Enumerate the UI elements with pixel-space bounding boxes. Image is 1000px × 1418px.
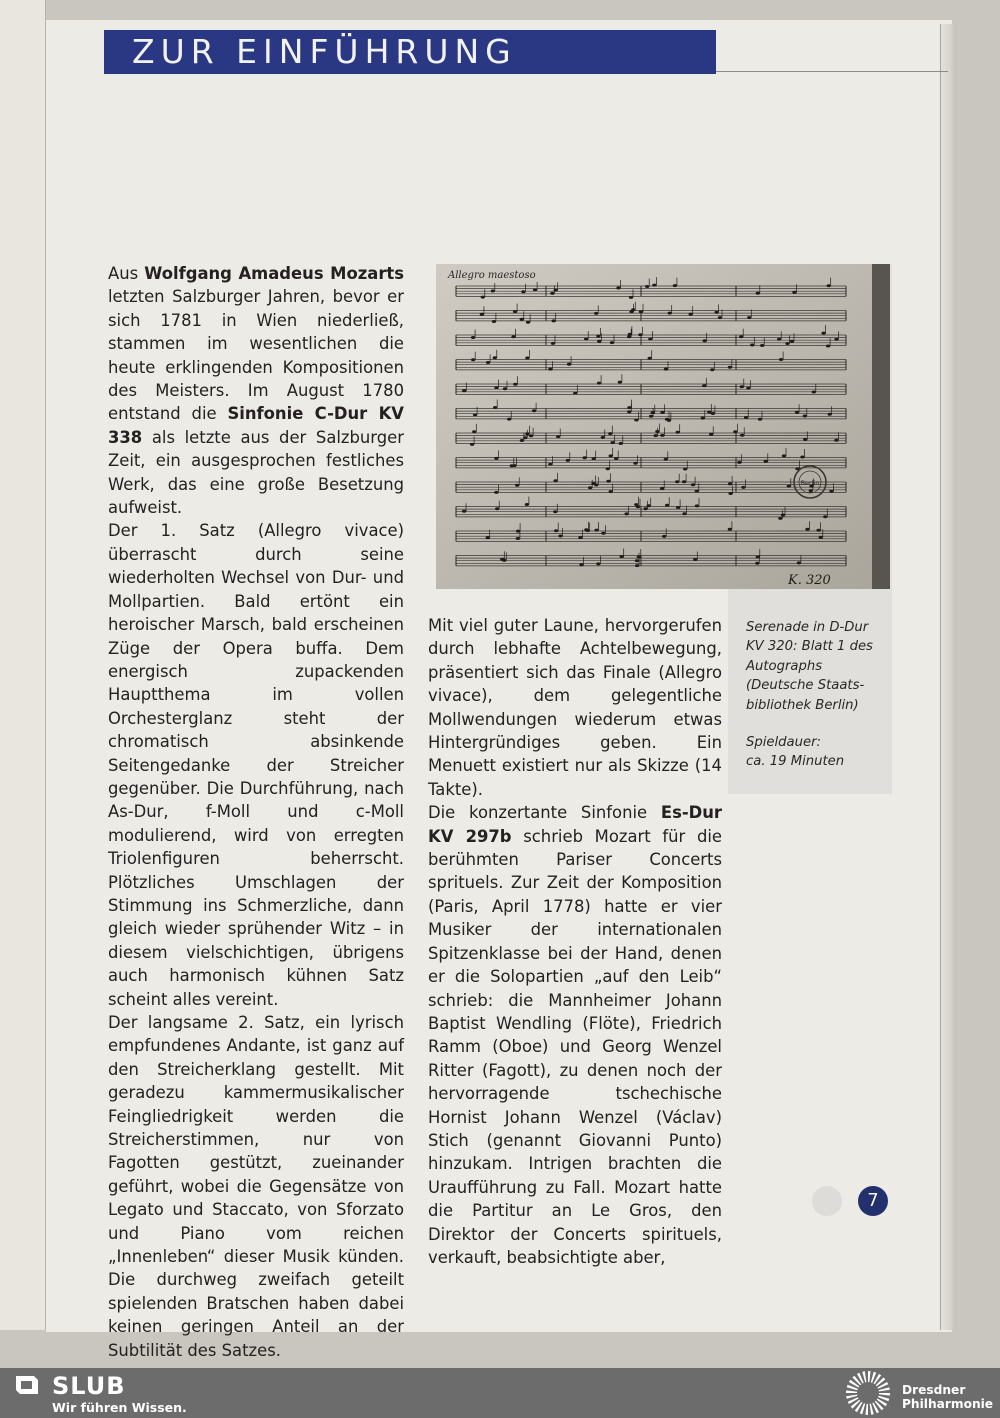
manuscript-binding: [872, 264, 890, 589]
bold-term: Sinfonie C-Dur KV 338: [108, 404, 404, 447]
library-stamp: [794, 466, 826, 498]
page-stack-edge: [940, 24, 956, 1330]
partner-name: [902, 1383, 993, 1411]
caption-line: Autographs: [746, 658, 823, 674]
manuscript-image: [436, 264, 890, 589]
stamp-text: Berlin: [800, 479, 820, 487]
paragraph: Der langsame 2. Satz, ein lyrisch empfundenes Andante, ist ganz auf den Streicherklang gestellt. Mit geradezu kammermusikalischer Feingliedrigkeit werden die Streicherstimmen, nur von Fagotten gestützt, zueinander geführt, wobei die Gegensätze von Legato und Staccato, von Sforzato und Piano vom reichen „Innenleben“ dieser Musik künden. Die durchweg zweifach geteilt spielenden Bratschen haben dabei keinen geringen Anteil an der Subtilität des Satzes.: [108, 1013, 404, 1360]
caption-line: Spieldauer:: [746, 735, 821, 751]
caption-line: ca. 19 Minuten: [746, 754, 845, 770]
slub-logo-icon: [14, 1374, 40, 1396]
partner-name-line1: Dresdner: [902, 1383, 966, 1397]
figure-caption: [746, 618, 886, 772]
library-name: SLUB: [52, 1372, 126, 1400]
manuscript-score: [436, 264, 890, 589]
previous-page-edge: [0, 0, 46, 1330]
page-number: 7: [858, 1186, 888, 1216]
article-column-middle: [428, 614, 722, 1269]
partner-name-line2: Philharmonie: [902, 1397, 994, 1411]
page-number-ghost: [812, 1186, 842, 1216]
article-column-left: [108, 262, 404, 1362]
paragraph: Die konzertante Sinfonie Es-Dur KV 297b schrieb Mozart für die berühmten Pariser Concerts sprituels. Zur Zeit der Komposition (Paris, April 1778) hatte er vier Musiker der internationalen Spitzenklasse bei der Hand, denen er die Solopartien „auf den Leib“ schrieb: die Mannheimer Johann Baptist Wendling (Flöte), Friedrich Ramm (Oboe) und Georg Wenzel Ritter (Fagott), zu denen noch der hervorragende tschechische Hornist Johann Wenzel (Václav) Stich (genannt Giovanni Punto) hinzukam. Intrigen brachten die Uraufführung zu Fall. Mozart hatte die Partitur an Le Gros, den Direktor der Concerts spirituels, verkauft, beabsichtigte aber,: [428, 803, 723, 1267]
manuscript-heading: Allegro maestoso: [448, 270, 536, 281]
paragraph: Aus Wolfgang Amadeus Mozarts letzten Salzburger Jahren, bevor er sich 1781 in Wien niederließ, stammen im wesentlichen die heute erklingenden Kompositionen des Meisters. Im August 1780 entstand die Sinfonie C-Dur KV 338 als letzte aus der Salzburger Zeit, ein ausgesprochen festliches Werk, das eine große Besetzung aufweist.: [108, 264, 404, 518]
paragraph: Mit viel guter Laune, hervorgerufen durch lebhafte Achtelbewegung, präsentiert sich das Finale (Allegro vivace), dem gelegentliche Mollwendungen wiederum etwas Hintergründiges geben. Ein Menuett existiert nur als Skizze (14 Takte).: [428, 616, 722, 799]
library-tagline: Wir führen Wissen.: [52, 1400, 187, 1415]
philharmonie-logo-icon: [842, 1370, 894, 1416]
caption-line: Serenade in D-Dur: [746, 620, 869, 635]
bold-term: Es-Dur KV 297b: [428, 803, 722, 846]
section-header: ZUR EINFÜHRUNG: [104, 30, 716, 74]
bold-term: Wolfgang Amadeus Mozarts: [144, 264, 404, 283]
caption-line: bibliothek Berlin): [746, 697, 859, 713]
paragraph: Der 1. Satz (Allegro vivace) überrascht durch seine wiederholten Wechsel von Dur- und Mollpartien. Bald ertönt ein heroischer Marsch, bald erscheinen Züge der Opera buffa. Dem energisch zupackenden Hauptthema im vollen Orchesterglanz steht der chromatisch absinkende Seitengedanke der Streicher gegenüber. Die Durchführung, nach As-Dur, f-Moll und c-Moll modulierend, wird von erregten Triolenfiguren beherrscht. Plötzliches Umschlagen der Stimmung ins Schmerzliche, dann gleich wieder sprühender Witz – in diesem vielschichtigen, übrigens auch harmonisch kühnen Satz scheint alles vereint.: [108, 521, 404, 1009]
duration-text: [746, 733, 886, 772]
caption-line: KV 320: Blatt 1 des: [746, 639, 873, 655]
catalog-mark: K. 320: [788, 573, 831, 588]
header-rule: [716, 71, 948, 72]
caption-text: [746, 618, 886, 715]
caption-line: (Deutsche Staats-: [746, 678, 865, 694]
